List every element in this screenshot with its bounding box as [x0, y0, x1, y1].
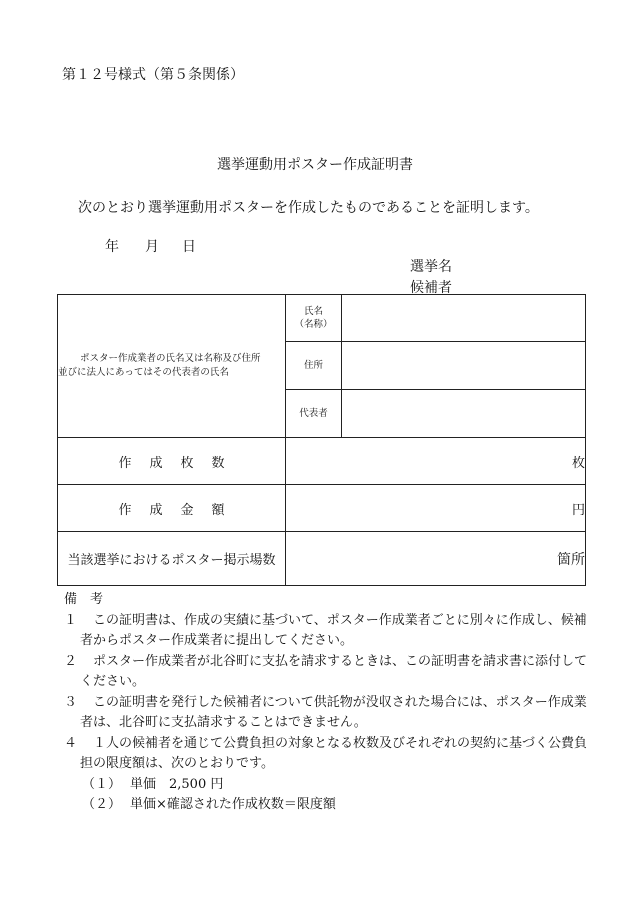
- certificate-table: [57, 294, 586, 586]
- note-number: １: [64, 612, 78, 628]
- note-item: [62, 611, 592, 652]
- note-text: この証明書は、作成の実績に基づいて、ポスター作成業者ごとに別々に作成し、候補者からポスター作成業者に提出してください。: [80, 612, 587, 648]
- places-label: 当該選挙におけるポスター掲示場数: [58, 532, 286, 586]
- election-name-label: 選挙名: [410, 259, 452, 275]
- name-value-cell[interactable]: [342, 295, 586, 342]
- sub-item-number: （２）: [82, 797, 122, 812]
- notes-section: [62, 590, 592, 816]
- sub-item-text: 単価×確認された作成枚数＝限度額: [130, 797, 336, 812]
- note-text: この証明書を発行した候補者について供託物が没収された場合には、ポスター作成業者は、北谷町に支払請求することはできません。: [80, 694, 587, 730]
- maker-label-line1: ポスター作成業者の氏名又は名称及び住所: [80, 353, 261, 364]
- amount-label-char: 金: [180, 502, 194, 518]
- note-sub-item: [62, 795, 592, 816]
- representative-label: 代表者: [286, 390, 342, 438]
- sub-item-number: （１）: [82, 776, 122, 792]
- form-number: 第１２号様式（第５条関係）: [62, 67, 244, 83]
- address-label: 住所: [286, 342, 342, 390]
- name-label-line1: 氏名: [303, 306, 323, 317]
- quantity-label: [58, 438, 286, 485]
- amount-value-cell[interactable]: [286, 485, 586, 532]
- note-item: [62, 693, 592, 734]
- date-year-label: 年: [105, 239, 119, 255]
- quantity-unit: 枚: [571, 455, 585, 471]
- name-label-cell: [286, 295, 342, 342]
- places-unit: 箇所: [557, 551, 585, 568]
- quantity-label-char: 数: [211, 455, 225, 471]
- notes-heading: 備 考: [64, 592, 104, 607]
- note-number: ２: [64, 653, 78, 669]
- amount-label-char: 成: [149, 502, 163, 518]
- places-value-cell[interactable]: [286, 532, 586, 586]
- page-title: 選挙運動用ポスター作成証明書: [217, 157, 413, 173]
- note-number: ３: [64, 694, 78, 710]
- name-label-line2: （名称）: [294, 319, 333, 330]
- note-number: ４: [64, 735, 78, 751]
- amount-unit: 円: [571, 502, 585, 518]
- note-text: ポスター作成業者が北谷町に支払を請求するときは、この証明書を請求書に添付してください。: [80, 653, 588, 689]
- amount-label-char: 額: [211, 502, 225, 518]
- note-item: [62, 652, 592, 693]
- certification-statement: 次のとおり選挙運動用ポスターを作成したものであることを証明します。: [78, 200, 539, 216]
- quantity-value-cell[interactable]: [286, 438, 586, 485]
- quantity-label-char: 作: [118, 455, 132, 471]
- quantity-label-char: 枚: [180, 455, 194, 471]
- note-item: [62, 734, 592, 775]
- date-day-label: 日: [182, 239, 196, 255]
- amount-label-char: 作: [118, 502, 132, 518]
- representative-value-cell[interactable]: [342, 390, 586, 438]
- maker-label-cell: [58, 295, 286, 438]
- quantity-label-char: 成: [149, 455, 163, 471]
- maker-label-line2: 並びに法人にあってはその代表者の氏名: [58, 367, 229, 378]
- date-month-label: 月: [145, 239, 159, 255]
- address-value-cell[interactable]: [342, 342, 586, 390]
- candidate-label: 候補者: [410, 280, 452, 296]
- amount-label: [58, 485, 286, 532]
- note-sub-item: [62, 775, 592, 796]
- sub-item-text: 単価 2,500 円: [130, 776, 224, 792]
- note-text: １人の候補者を通じて公費負担の対象となる枚数及びそれぞれの契約に基づく公費負担の限度額は、次のとおりです。: [80, 735, 588, 771]
